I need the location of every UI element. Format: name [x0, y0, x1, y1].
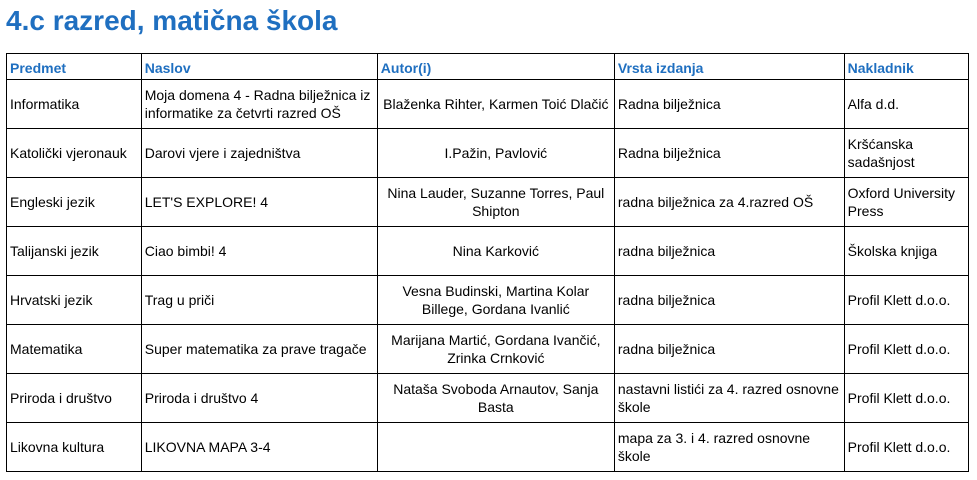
cell-autor: Nataša Svoboda Arnautov, Sanja Basta	[377, 374, 614, 423]
cell-predmet: Hrvatski jezik	[7, 276, 142, 325]
cell-predmet: Likovna kultura	[7, 423, 142, 472]
cell-autor: Nina Karković	[377, 227, 614, 276]
cell-predmet: Priroda i društvo	[7, 374, 142, 423]
cell-vrsta: radna bilježnica	[614, 325, 844, 374]
cell-naslov: LIKOVNA MAPA 3-4	[141, 423, 377, 472]
cell-nakladnik: Profil Klett d.o.o.	[844, 276, 968, 325]
cell-vrsta: radna bilježnica za 4.razred OŠ	[614, 178, 844, 227]
header-row	[7, 54, 969, 80]
table-row	[7, 374, 969, 423]
cell-predmet: Informatika	[7, 80, 142, 129]
cell-predmet: Talijanski jezik	[7, 227, 142, 276]
cell-autor	[377, 423, 614, 472]
cell-vrsta: mapa za 3. i 4. razred osnovne škole	[614, 423, 844, 472]
header-nakladnik: Nakladnik	[844, 54, 968, 80]
cell-nakladnik: Profil Klett d.o.o.	[844, 423, 968, 472]
cell-predmet: Matematika	[7, 325, 142, 374]
cell-nakladnik: Oxford University Press	[844, 178, 968, 227]
cell-nakladnik: Profil Klett d.o.o.	[844, 374, 968, 423]
table-row	[7, 129, 969, 178]
header-naslov: Naslov	[141, 54, 377, 80]
table-row	[7, 80, 969, 129]
table-row	[7, 227, 969, 276]
cell-vrsta: Radna bilježnica	[614, 80, 844, 129]
cell-naslov: Priroda i društvo 4	[141, 374, 377, 423]
table-row	[7, 178, 969, 227]
cell-autor: Marijana Martić, Gordana Ivančić, Zrinka Crnković	[377, 325, 614, 374]
cell-naslov: Moja domena 4 - Radna bilježnica iz informatike za četvrti razred OŠ	[141, 80, 377, 129]
cell-naslov: Darovi vjere i zajedništva	[141, 129, 377, 178]
table-row	[7, 325, 969, 374]
cell-autor: Nina Lauder, Suzanne Torres, Paul Shipton	[377, 178, 614, 227]
cell-autor: I.Pažin, Pavlović	[377, 129, 614, 178]
textbook-table	[6, 53, 969, 472]
cell-vrsta: nastavni listići za 4. razred osnovne škole	[614, 374, 844, 423]
cell-naslov: Super matematika za prave tragače	[141, 325, 377, 374]
page-title: 4.c razred, matična škola	[6, 5, 338, 36]
cell-autor: Vesna Budinski, Martina Kolar Billege, Gordana Ivanlić	[377, 276, 614, 325]
header-autor: Autor(i)	[377, 54, 614, 80]
cell-nakladnik: Profil Klett d.o.o.	[844, 325, 968, 374]
cell-nakladnik: Alfa d.d.	[844, 80, 968, 129]
cell-predmet: Engleski jezik	[7, 178, 142, 227]
header-predmet: Predmet	[7, 54, 142, 80]
cell-predmet: Katolički vjeronauk	[7, 129, 142, 178]
cell-nakladnik: Školska knjiga	[844, 227, 968, 276]
cell-naslov: Trag u priči	[141, 276, 377, 325]
cell-autor: Blaženka Rihter, Karmen Toić Dlačić	[377, 80, 614, 129]
cell-vrsta: Radna bilježnica	[614, 129, 844, 178]
cell-vrsta: radna bilježnica	[614, 227, 844, 276]
table-row	[7, 423, 969, 472]
cell-naslov: LET'S EXPLORE! 4	[141, 178, 377, 227]
cell-naslov: Ciao bimbi! 4	[141, 227, 377, 276]
header-vrsta: Vrsta izdanja	[614, 54, 844, 80]
table-row	[7, 276, 969, 325]
cell-nakladnik: Kršćanska sadašnjost	[844, 129, 968, 178]
cell-vrsta: radna bilježnica	[614, 276, 844, 325]
